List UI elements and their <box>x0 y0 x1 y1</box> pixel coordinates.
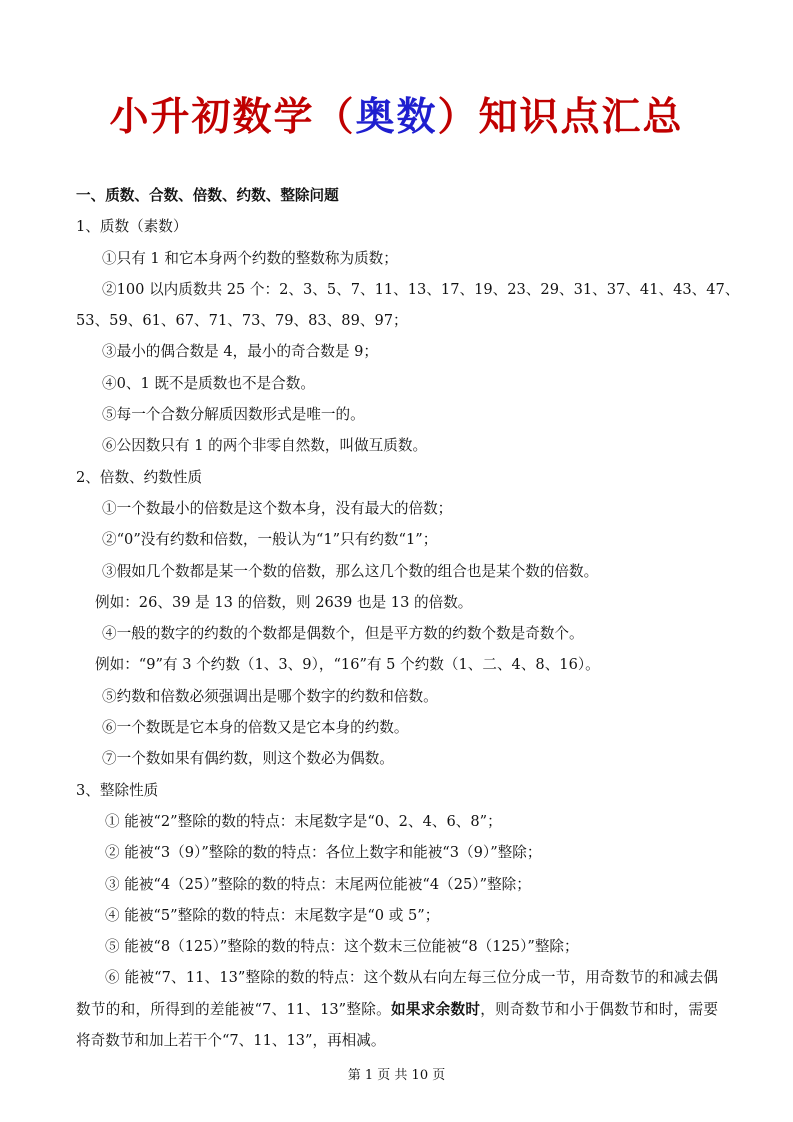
list-item: ③假如几个数都是某一个数的倍数，那么这几个数的组合也是某个数的倍数。 <box>102 562 599 580</box>
list-item: ②“0”没有约数和倍数，一般认为“1”只有约数“1”； <box>102 531 438 549</box>
title-part-3: ）知识点汇总 <box>437 95 684 140</box>
list-item: ③最小的偶合数是 4，最小的奇合数是 9； <box>102 343 378 361</box>
paragraph-emphasis: 如果求余数时 <box>391 1000 481 1018</box>
list-item: ② 能被“3（9）”整除的数的特点：各位上数字和能被“3（9）”整除； <box>105 844 542 862</box>
list-item: ②100 以内质数共 25 个：2、3、5、7、11、13、17、19、23、29、31、37、41、43、47、 <box>102 280 740 298</box>
list-item: ①一个数最小的倍数是这个数本身，没有最大的倍数； <box>102 499 453 517</box>
list-item: ⑤ 能被“8（125）”整除的数的特点：这个数末三位能被“8（125）”整除； <box>105 938 579 956</box>
list-item: ① 能被“2”整除的数的特点：末尾数字是“0、2、4、6、8”； <box>105 812 502 830</box>
list-item: ⑥一个数既是它本身的倍数又是它本身的约数。 <box>102 719 409 737</box>
subsection-heading-primes: 1、质数（素数） <box>76 218 188 236</box>
list-item: ④ 能被“5”整除的数的特点：末尾数字是“0 或 5”； <box>105 906 440 924</box>
document-body <box>76 180 740 1056</box>
list-item: ⑤约数和倍数必须强调出是哪个数字的约数和倍数。 <box>102 687 438 705</box>
page-title <box>0 94 793 142</box>
title-part-2: 奥数 <box>355 95 438 140</box>
list-item-continuation: 53、59、61、67、71、73、79、83、89、97； <box>76 312 408 330</box>
page-footer: 第 1 页 共 10 页 <box>347 1068 446 1083</box>
list-item: ③ 能被“4（25）”整除的数的特点：末尾两位能被“4（25）”整除； <box>105 875 531 893</box>
list-item: ⑦一个数如果有偶约数，则这个数必为偶数。 <box>102 750 394 768</box>
list-item-paragraph <box>76 962 718 1056</box>
list-item: ⑤每一个合数分解质因数形式是唯一的。 <box>102 406 365 424</box>
example-line: 例如：“9”有 3 个约数（1、3、9），“16”有 5 个约数（1、二、4、8、16）。 <box>95 656 600 674</box>
list-item: ⑥公因数只有 1 的两个非零自然数，叫做互质数。 <box>102 437 428 455</box>
subsection-heading-divisibility: 3、整除性质 <box>76 781 159 799</box>
list-item: ④一般的数字的约数的个数都是偶数个，但是平方数的约数个数是奇数个。 <box>102 625 584 643</box>
list-item: ④0、1 既不是质数也不是合数。 <box>102 374 315 392</box>
section-heading: 一、质数、合数、倍数、约数、整除问题 <box>76 187 339 204</box>
example-line: 例如：26、39 是 13 的倍数，则 2639 也是 13 的倍数。 <box>95 593 473 611</box>
title-part-1: 小升初数学（ <box>109 95 356 140</box>
list-item: ①只有 1 和它本身两个约数的整数称为质数； <box>102 249 398 267</box>
paragraph-text-end: ，则奇数节和小于偶数节和时，需要将奇数节和加上若干个“7、11、13”，再相减。 <box>76 1000 718 1050</box>
paragraph-text-start: ⑥ 能被“7、11、13”整除的数的特点：这个数从右向左每三位分成一节，用奇数节的和减去偶数节的和，所得到的差能被“7、11、13”整除。 <box>76 969 718 1018</box>
subsection-heading-multiples: 2、倍数、约数性质 <box>76 468 203 486</box>
